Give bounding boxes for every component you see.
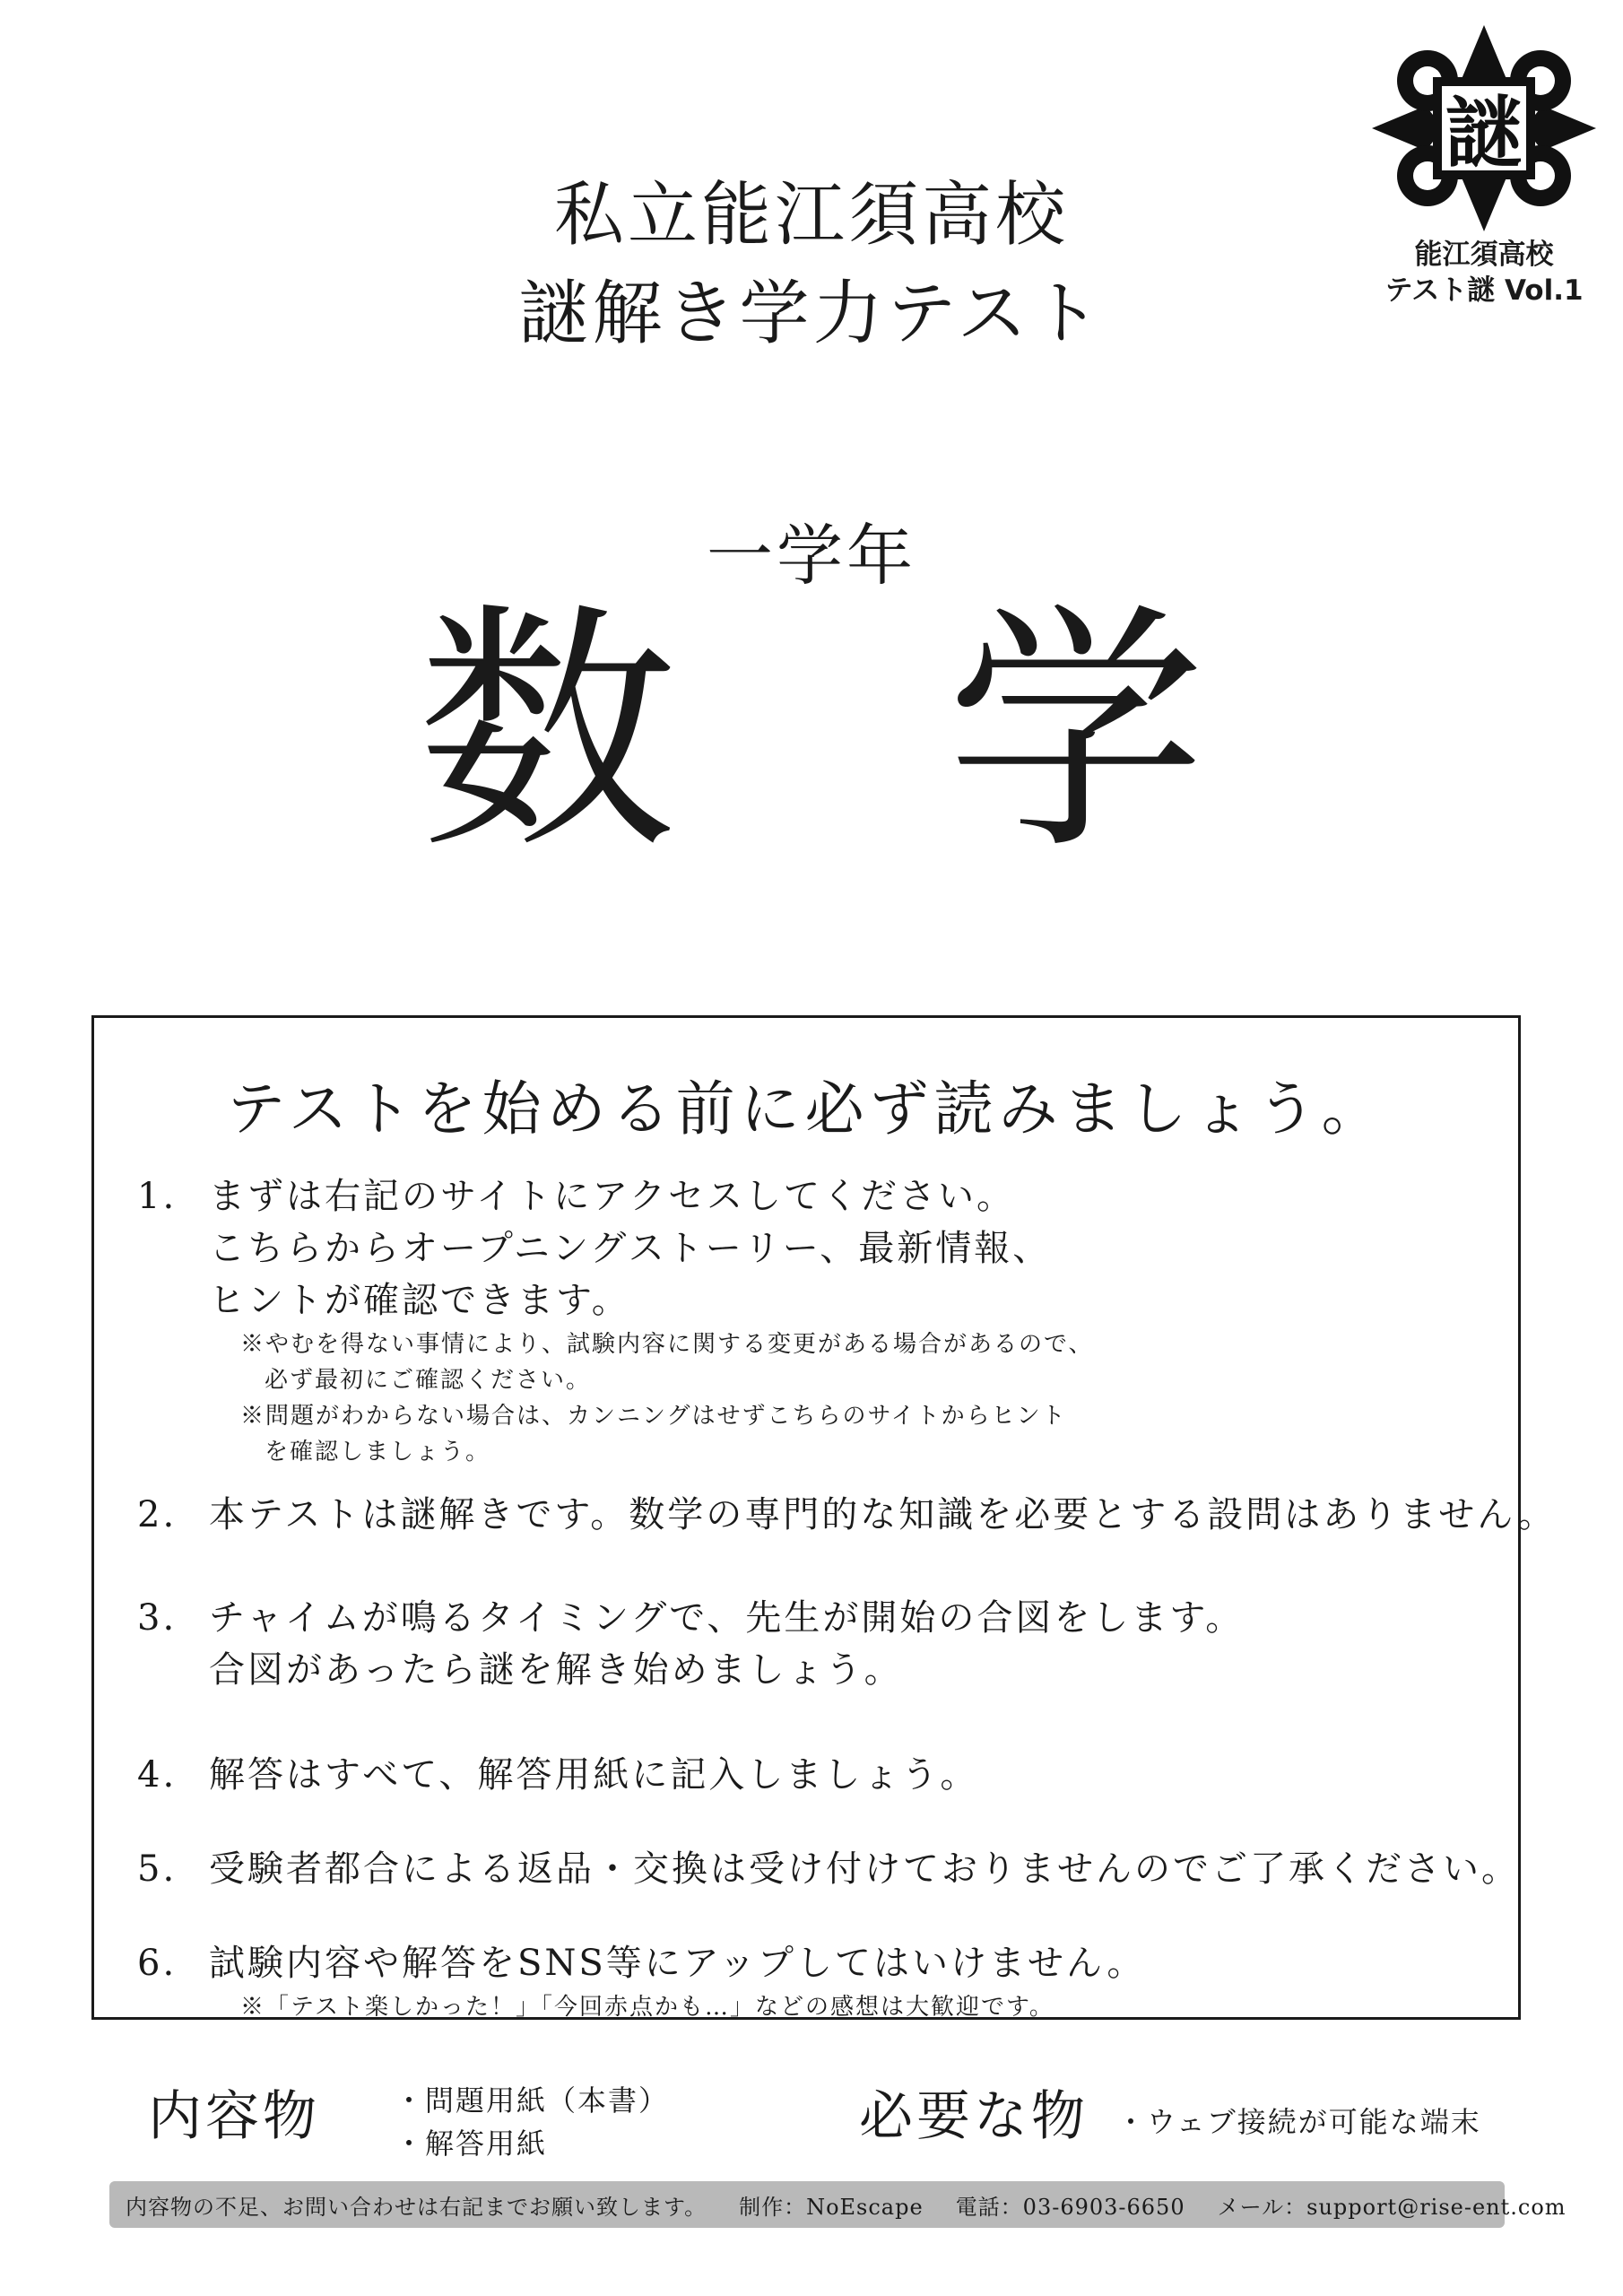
item-number: 4. <box>137 1754 178 1796</box>
contents-label: 内容物 <box>148 2085 320 2148</box>
notice-item-4 <box>137 1749 1500 1801</box>
item-line: 合図があったら謎を解き始めましょう。 <box>209 1649 903 1691</box>
grade-label: 一学年 <box>707 517 916 595</box>
notice-item-6 <box>137 1937 1500 2025</box>
item-note: を確認しましょう。 <box>265 1439 491 1465</box>
item-line: 受験者都合による返品・交換は受け付けておりませんのでご了承ください。 <box>209 1848 1520 1890</box>
logo-caption-line2: テスト謎 Vol.1 <box>1384 274 1584 307</box>
item-note: ※問題がわからない場合は、カンニングはせずこちらのサイトからヒント <box>240 1403 1067 1430</box>
notice-heading: テストを始める前に必ず読みましょう。 <box>226 1074 1386 1144</box>
logo-caption-line1: 能江須高校 <box>1414 239 1554 271</box>
test-title: 謎解き学力テスト <box>518 274 1105 354</box>
footer-bar <box>109 2181 1567 2228</box>
item-number: 6. <box>137 1943 178 1984</box>
logo-glyph: 謎 <box>1445 89 1523 178</box>
required-list <box>1116 2100 1481 2144</box>
notice-box <box>91 1015 1557 2021</box>
notice-item-2 <box>137 1489 1557 1541</box>
required-item: ・ウェブ接続が可能な端末 <box>1116 2105 1481 2139</box>
footer-inquiry: 内容物の不足、お問い合わせは右記までお願い致します。 <box>126 2194 707 2220</box>
item-line: こちらからオープニングストーリー、最新情報、 <box>209 1228 1052 1269</box>
subject-char-1: 数 <box>417 582 677 884</box>
footer-phone: 電話：03-6903-6650 <box>955 2194 1185 2220</box>
notice-item-3 <box>137 1592 1500 1696</box>
contents-item: ・問題用紙（本書） <box>395 2083 670 2118</box>
notice-item-5 <box>137 1843 1520 1895</box>
item-number: 2. <box>137 1494 178 1535</box>
item-note: ※「テスト楽しかった！」「今回赤点かも…」などの感想は大歓迎です。 <box>240 1994 1055 2021</box>
subject-title <box>0 582 1623 884</box>
item-line: まずは右記のサイトにアクセスしてください。 <box>209 1176 1015 1217</box>
contents-list <box>395 2079 669 2165</box>
emblem-icon <box>1372 25 1596 231</box>
item-line: 試験内容や解答をSNS等にアップしてはいけません。 <box>209 1943 1146 1984</box>
notice-item-1 <box>137 1170 1500 1470</box>
item-note: ※やむを得ない事情により、試験内容に関する変更がある場合があるので、 <box>240 1331 1094 1358</box>
subject-char-2: 学 <box>946 582 1206 884</box>
item-line: チャイムが鳴るタイミングで、先生が開始の合図をします。 <box>209 1597 1245 1639</box>
footer-producer: 制作：NoEscape <box>739 2194 924 2220</box>
school-name: 私立能江須高校 <box>553 175 1069 256</box>
logo <box>1372 25 1596 330</box>
item-number: 1. <box>137 1176 178 1217</box>
item-line: 解答はすべて、解答用紙に記入しましょう。 <box>209 1754 979 1796</box>
logo-caption <box>1372 237 1596 309</box>
item-number: 3. <box>137 1597 178 1639</box>
item-note: 必ず最初にご確認ください。 <box>265 1367 592 1394</box>
item-line: 本テストは謎解きです。数学の専門的な知識を必要とする設問はありません。 <box>209 1494 1557 1535</box>
footer-email[interactable]: メール：support@rise-ent.com <box>1217 2194 1567 2220</box>
contents-item: ・解答用紙 <box>395 2126 548 2161</box>
required-label: 必要な物 <box>859 2085 1089 2148</box>
item-number: 5. <box>137 1848 178 1890</box>
item-line: ヒントが確認できます。 <box>209 1280 630 1321</box>
